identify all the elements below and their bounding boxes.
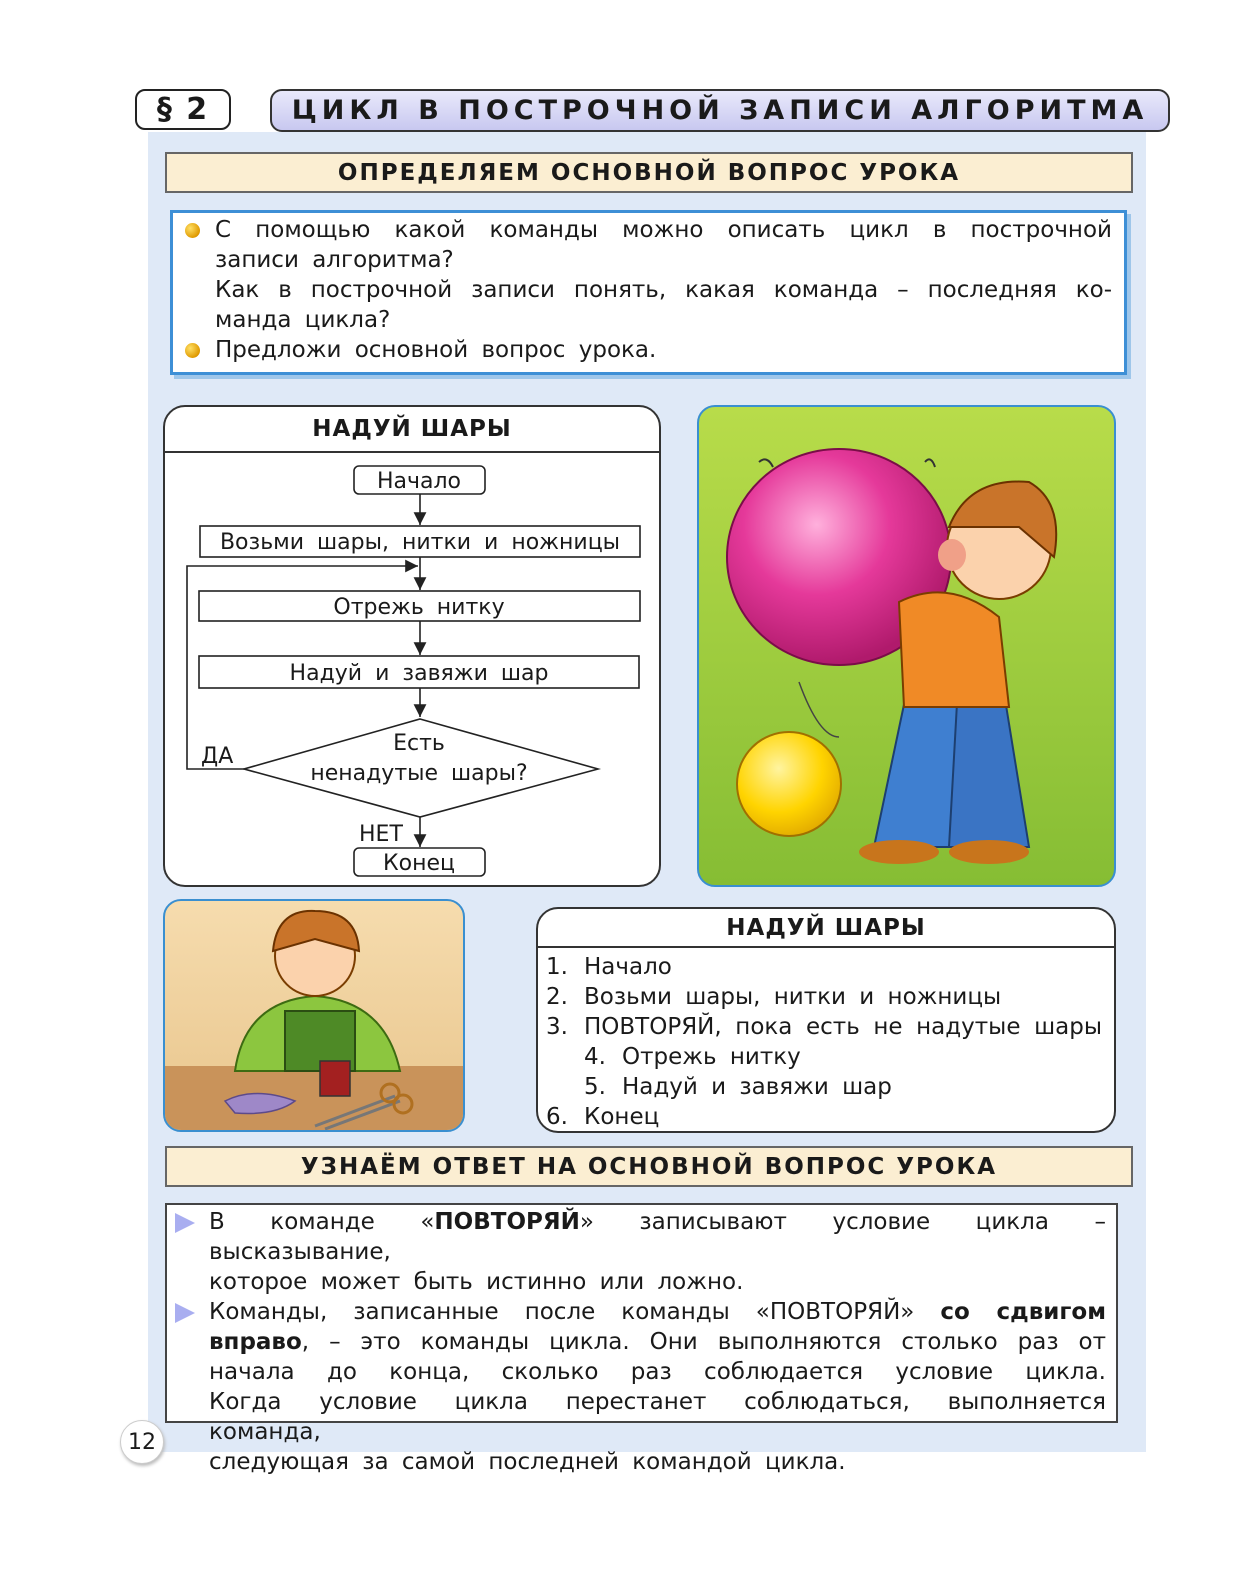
illustration-boy-blowing-balloon [697,405,1116,887]
section-number: § 2 [135,89,231,130]
flowchart-panel [163,405,661,887]
listing-line-indented: 5. Надуй и завяжи шар [584,1074,892,1100]
answer-2-line-5: следующая за самой последней командой цикла. [209,1449,846,1475]
illustration-boy-cutting-thread [163,899,465,1132]
bullet-icon [185,223,200,238]
page-title: ЦИКЛ В ПОСТРОЧНОЙ ЗАПИСИ АЛГОРИТМА [270,89,1170,132]
page-number: 12 [120,1420,164,1464]
answer-2-line-4: Когда условие цикла перестанет соблюдаться, выполняется команда, [209,1389,1106,1445]
answer-2-line-2: вправо, – это команды цикла. Они выполняются столько раз от [209,1329,1106,1355]
listing-title: НАДУЙ ШАРЫ [538,909,1114,948]
listing-line-indented: 4. Отрежь нитку [584,1044,801,1070]
answer-2-line-3: начала до конца, сколько раз соблюдается условие цикла. [209,1359,1106,1385]
listing-lines [538,948,1114,1132]
question-2: Предложи основной вопрос урока. [215,335,1112,365]
flowchart-title: НАДУЙ ШАРЫ [165,407,659,453]
answer-1-line-2: которое может быть истинно или ложно. [209,1269,744,1295]
question-1-line-3: Как в построчной записи понять, какая команда – последняя ко- [215,277,1112,303]
triangle-bullet-icon [175,1213,195,1233]
answer-1-line-1: В команде «ПОВТОРЯЙ» записывают условие цикла – высказывание, [209,1207,1106,1267]
flowchart-diagram [165,453,659,887]
question-box [170,210,1127,375]
listing-line: 6. Конец [546,1104,660,1130]
flowchart-end-label: Конец [383,851,455,876]
listing-line: 2. Возьми шары, нитки и ножницы [546,984,1002,1010]
flowchart-yes-label: ДА [201,744,234,769]
question-1-line-2: записи алгоритма? [215,247,454,273]
flowchart-condition-line-2: ненадутые шары? [310,761,528,786]
listing-line: 1. Начало [546,954,672,980]
flowchart-condition-line-1: Есть [393,731,445,756]
flowchart-start-label: Начало [376,469,462,494]
flowchart-step2-label: Отрежь нитку [333,595,505,620]
section-band-answer: УЗНАЁМ ОТВЕТ НА ОСНОВНОЙ ВОПРОС УРОКА [165,1146,1133,1187]
listing-line: 3. ПОВТОРЯЙ, пока есть не надутые шары [546,1014,1102,1040]
question-1-line-4: манда цикла? [215,307,391,333]
answer-box [165,1203,1118,1475]
bullet-icon [185,343,200,358]
answer-2-line-1: Команды, записанные после команды «ПОВТОРЯЙ» со сдвигом [209,1297,1106,1327]
section-band-question: ОПРЕДЕЛЯЕМ ОСНОВНОЙ ВОПРОС УРОКА [165,152,1133,193]
triangle-bullet-icon [175,1303,195,1323]
listing-panel [536,907,1116,1133]
yellow-balloon [737,732,841,836]
question-1-line-1: С помощью какой команды можно описать цикл в построчной [215,215,1112,245]
flowchart-no-label: НЕТ [359,822,403,847]
flowchart-step1-label: Возьми шары, нитки и ножницы [219,530,621,555]
flowchart-step3-label: Надуй и завяжи шар [289,661,549,686]
